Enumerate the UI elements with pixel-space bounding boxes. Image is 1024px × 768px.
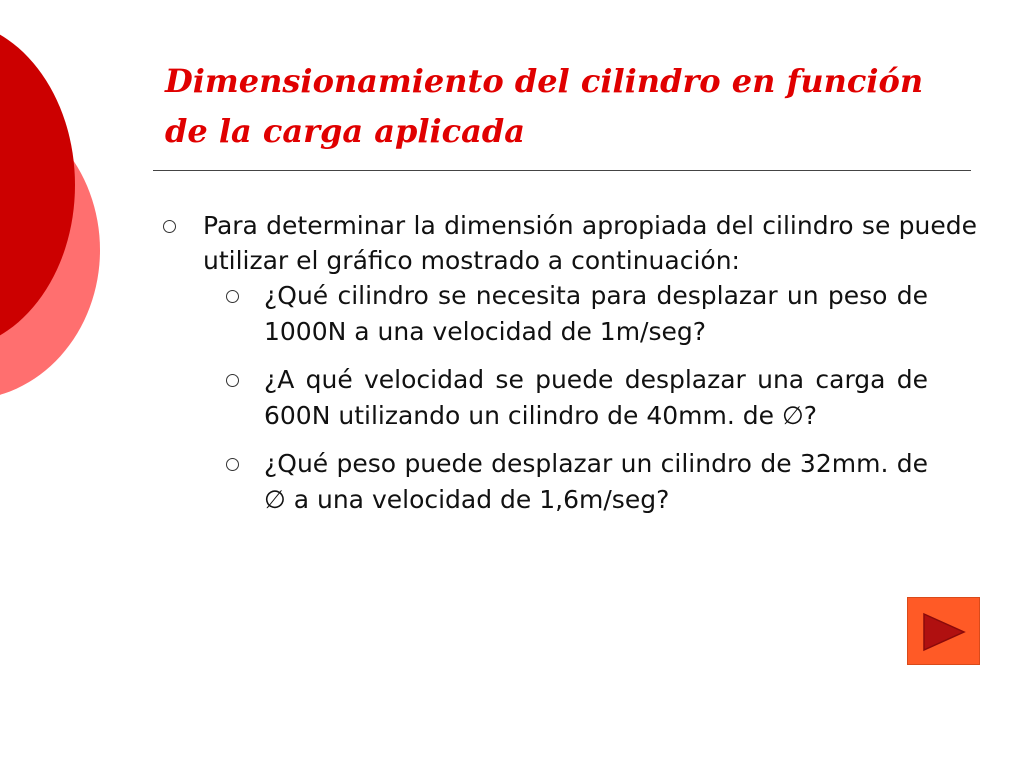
bullet-circle-icon (226, 290, 239, 303)
sub-bullet-item (202, 278, 928, 350)
play-triangle-icon (922, 612, 966, 652)
title-divider (153, 170, 971, 171)
slide-title: Dimensionamiento del cilindro en función de la carga aplicada (165, 62, 924, 150)
sub-bullet-list (202, 278, 928, 518)
sub-bullet-text: ¿A qué velocidad se puede desplazar una carga de 600N utilizando un cilindro de 40mm. de ∅? (264, 365, 928, 430)
sub-bullet-text: ¿Qué peso puede desplazar un cilindro de 32mm. de ∅ a una velocidad de 1,6m/seg? (264, 449, 928, 514)
next-slide-button[interactable] (907, 597, 980, 665)
main-bullet (155, 208, 977, 278)
bullet-circle-icon (226, 458, 239, 471)
main-bullet-text: Para determinar la dimensión apropiada del cilindro se puede utilizar el gráfico mostrado a continuación: (203, 211, 977, 275)
sub-bullet-item (202, 362, 928, 434)
sub-bullet-item (202, 446, 928, 518)
slide-content (155, 208, 977, 530)
sub-bullet-text: ¿Qué cilindro se necesita para desplazar un peso de 1000N a una velocidad de 1m/seg? (264, 281, 928, 346)
bullet-circle-icon (163, 220, 176, 233)
bullet-circle-icon (226, 374, 239, 387)
